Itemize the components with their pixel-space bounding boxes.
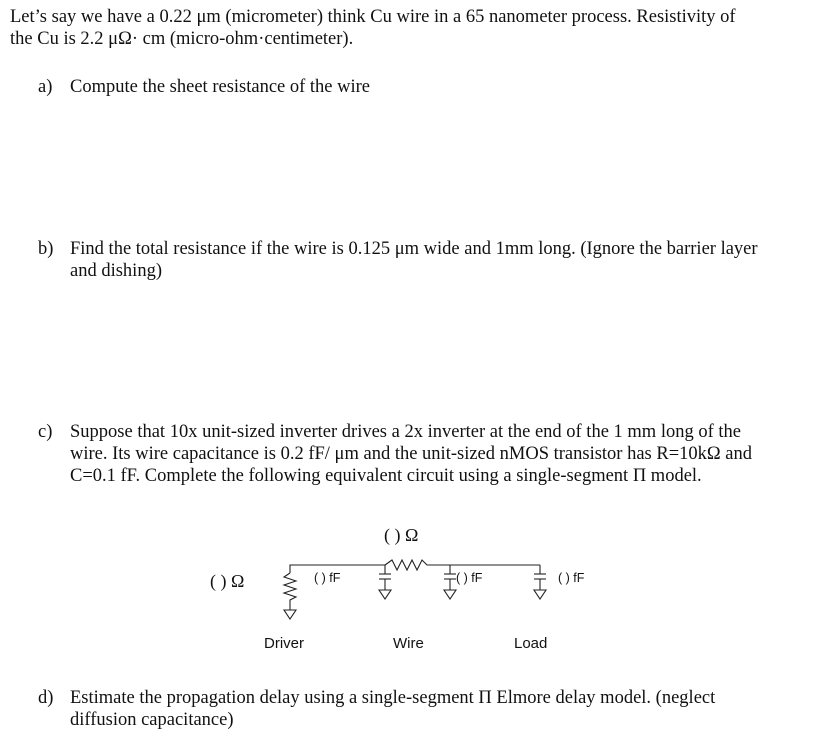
wire-resistor-symbol	[385, 560, 450, 570]
problem-intro	[10, 6, 815, 50]
part-a	[38, 76, 808, 100]
wire-cap-label: ( ) fF	[456, 571, 483, 585]
driver-to-node-wire	[290, 565, 385, 573]
load-cap-label: ( ) fF	[558, 571, 585, 585]
intro-line-2: the Cu is 2.2 μΩ· cm (micro-ohm·centimeter).	[10, 29, 354, 49]
part-b-line-1: Find the total resistance if the wire is 0.125 μm wide and 1mm long. (Ignore the barrier layer	[70, 239, 758, 259]
part-a-line-1: Compute the sheet resistance of the wire	[70, 77, 371, 97]
wire-cap-ground	[444, 590, 456, 599]
driver-ground-symbol	[284, 610, 296, 619]
part-a-letter: a)	[38, 77, 53, 97]
part-b	[38, 238, 808, 284]
part-d-text	[70, 687, 808, 731]
part-c	[38, 421, 808, 489]
part-d-line-2: diffusion capacitance)	[70, 710, 234, 730]
intro-line-1: Let’s say we have a 0.22 μm (micrometer) think Cu wire in a 65 nanometer process. Resistivity of	[10, 7, 736, 27]
part-c-text	[70, 421, 808, 487]
driver-cap-ground	[379, 590, 391, 599]
part-b-letter: b)	[38, 239, 54, 259]
load-cap-ground	[534, 590, 546, 599]
driver-label: Driver	[264, 635, 304, 652]
part-a-text	[70, 76, 808, 98]
wire-label: Wire	[393, 635, 424, 652]
driver-resistance-label: ( ) Ω	[210, 571, 245, 591]
part-c-line-2: wire. Its wire capacitance is 0.2 fF/ μm and the unit-sized nMOS transistor has R=10kΩ and	[70, 444, 752, 464]
part-b-text	[70, 238, 808, 282]
driver-cap-label: ( ) fF	[314, 571, 341, 585]
part-c-line-3: C=0.1 fF. Complete the following equivalent circuit using a single-segment Π model.	[70, 466, 702, 486]
part-d-line-1: Estimate the propagation delay using a single-segment Π Elmore delay model. (neglect	[70, 688, 716, 708]
part-c-line-1: Suppose that 10x unit-sized inverter drives a 2x inverter at the end of the 1 mm long of the	[70, 422, 741, 442]
part-c-letter: c)	[38, 422, 53, 442]
part-d	[38, 687, 808, 733]
part-d-letter: d)	[38, 688, 54, 708]
driver-resistor-symbol	[284, 573, 296, 610]
part-b-line-2: and dishing)	[70, 261, 162, 281]
wire-resistance-label: ( ) Ω	[384, 525, 419, 545]
load-label: Load	[514, 635, 548, 652]
